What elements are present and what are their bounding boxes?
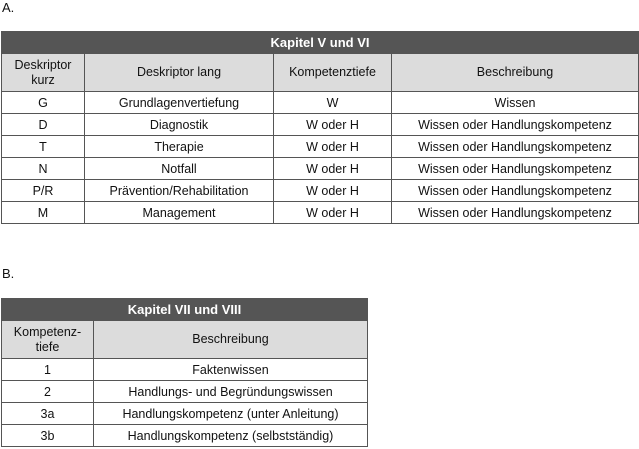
section-b-label: B. [2, 266, 15, 281]
cell-deskriptor-lang: Therapie [85, 136, 274, 158]
cell-deskriptor-kurz: G [2, 92, 85, 114]
cell-deskriptor-lang: Prävention/Rehabilitation [85, 180, 274, 202]
cell-kompetenztiefe: 3b [2, 425, 94, 447]
cell-deskriptor-lang: Diagnostik [85, 114, 274, 136]
column-header-deskriptor-kurz: Deskriptor kurz [2, 54, 85, 92]
cell-beschreibung: Handlungs- und Begründungswissen [94, 381, 368, 403]
cell-deskriptor-lang: Notfall [85, 158, 274, 180]
cell-deskriptor-kurz: T [2, 136, 85, 158]
cell-beschreibung: Wissen oder Handlungskompetenz [392, 136, 639, 158]
cell-deskriptor-lang: Management [85, 202, 274, 224]
cell-kompetenztiefe: 2 [2, 381, 94, 403]
table-title: Kapitel V und VI [2, 32, 639, 54]
table-row [2, 136, 639, 158]
cell-beschreibung: Wissen oder Handlungskompetenz [392, 202, 639, 224]
table-kapitel-v-vi [1, 31, 639, 224]
cell-kompetenztiefe: W oder H [274, 158, 392, 180]
table-row [2, 114, 639, 136]
cell-beschreibung: Handlungskompetenz (selbstständig) [94, 425, 368, 447]
cell-kompetenztiefe: W [274, 92, 392, 114]
column-header-beschreibung: Beschreibung [392, 54, 639, 92]
table-title: Kapitel VII und VIII [2, 299, 368, 321]
cell-kompetenztiefe: 1 [2, 359, 94, 381]
cell-deskriptor-kurz: M [2, 202, 85, 224]
cell-kompetenztiefe: W oder H [274, 136, 392, 158]
cell-beschreibung: Handlungskompetenz (unter Anleitung) [94, 403, 368, 425]
table-row [2, 403, 368, 425]
column-header-kompetenztiefe: Kompetenz- tiefe [2, 321, 94, 359]
table-row [2, 92, 639, 114]
table-row [2, 180, 639, 202]
cell-beschreibung: Wissen oder Handlungskompetenz [392, 180, 639, 202]
cell-deskriptor-kurz: D [2, 114, 85, 136]
column-header-deskriptor-lang: Deskriptor lang [85, 54, 274, 92]
cell-deskriptor-lang: Grundlagenvertiefung [85, 92, 274, 114]
cell-kompetenztiefe: W oder H [274, 114, 392, 136]
table-kapitel-vii-viii [1, 298, 368, 447]
cell-beschreibung: Wissen [392, 92, 639, 114]
table-row [2, 202, 639, 224]
cell-kompetenztiefe: W oder H [274, 202, 392, 224]
cell-kompetenztiefe: W oder H [274, 180, 392, 202]
table-header-row [2, 321, 368, 359]
column-header-kompetenztiefe: Kompetenztiefe [274, 54, 392, 92]
column-header-beschreibung: Beschreibung [94, 321, 368, 359]
table-row [2, 158, 639, 180]
cell-kompetenztiefe: 3a [2, 403, 94, 425]
cell-beschreibung: Wissen oder Handlungskompetenz [392, 114, 639, 136]
table-header-row [2, 54, 639, 92]
cell-beschreibung: Faktenwissen [94, 359, 368, 381]
cell-beschreibung: Wissen oder Handlungskompetenz [392, 158, 639, 180]
section-a-label: A. [2, 0, 15, 15]
table-row [2, 359, 368, 381]
table-row [2, 381, 368, 403]
table-row [2, 425, 368, 447]
cell-deskriptor-kurz: P/R [2, 180, 85, 202]
cell-deskriptor-kurz: N [2, 158, 85, 180]
